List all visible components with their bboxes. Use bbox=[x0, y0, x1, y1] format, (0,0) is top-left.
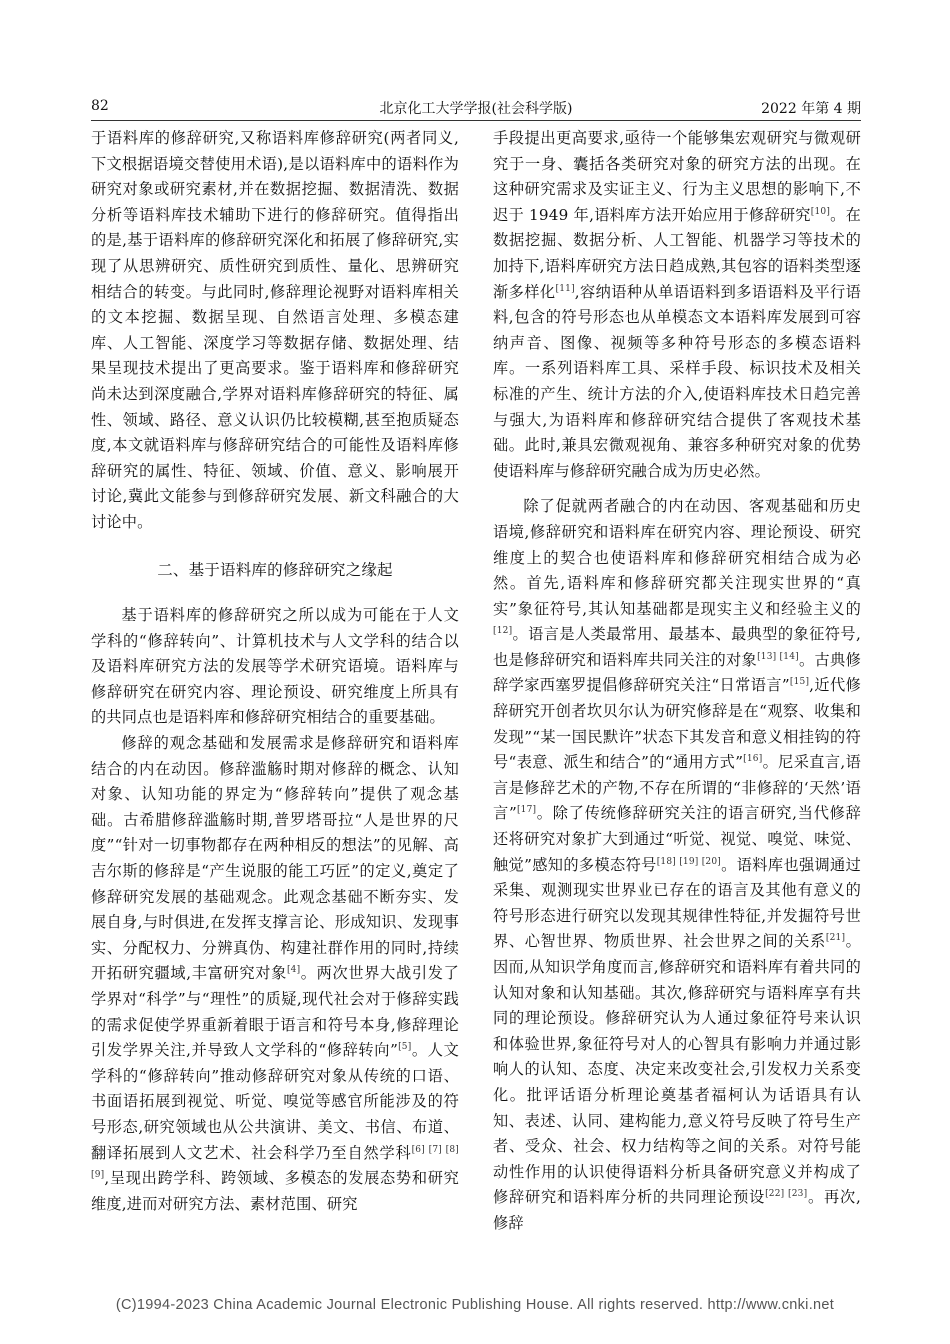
text-run: 。古典修辞学家西塞罗提倡修辞研究关注“日常语言” bbox=[493, 650, 861, 695]
citation[interactable]: [4] bbox=[286, 965, 301, 976]
paragraph: 基于语料库的修辞研究之所以成为可能在于人文学科的“修辞转向”、计算机技术与人文学科的结合以及语料库研究方法的发展等学术研究语境。语料库与修辞研究在研究内容、理论预设、研究维度上所具有的共同点也是语料库和修辞研究相结合的重要基础。 bbox=[91, 606, 459, 727]
text-run: ,近代修辞研究开创者坎贝尔认为研究修辞是在“观察、收集和发现”“某一国民默许”状态下其发音和意义相挂钩的符号“表意、派生和结合”的“通用方式” bbox=[493, 676, 861, 772]
citation[interactable]: [5] bbox=[398, 1042, 412, 1053]
citation[interactable]: [13] [14] bbox=[757, 651, 799, 662]
text-run: 除了促就两者融合的内在动因、客观基础和历史语境,修辞研究和语料库在研究内容、理论预设、研究维度上的契合也使语料库和修辞研究相结合成为必然。首先,语料库和修辞研究都关注现实世界的“真实”象征符号,其认知基础都是现实主义和经验主义的 bbox=[493, 497, 861, 618]
text-run: 手段提出更高要求,亟待一个能够集宏观研究与微观研究于一身、囊括各类研究对象的研究方法的出现。在这种研究需求及实证主义、行为主义思想的影响下,不迟于 1949 年,语料库方法开始应用于修辞研究 bbox=[493, 129, 861, 224]
text-run: 。除了传统修辞研究关注的语言研究,当代修辞还将研究对象扩大到通过“听觉、视觉、嗅觉、味觉、触觉”感知的多模态符号 bbox=[493, 804, 862, 874]
citation[interactable]: [15] bbox=[789, 677, 810, 688]
issue-label: 2022 年第 4 期 bbox=[761, 101, 861, 117]
text-run: 。人文学科的“修辞转向”推动修辞研究对象从传统的口语、书面语拓展到视觉、听觉、嗅觉等感官所能涉及的符号形态,研究领域也从公共演讲、美文、书信、布道、翻译拓展到人文艺术、社会科学乃至自然学科 bbox=[91, 1041, 459, 1162]
citation[interactable]: [16] bbox=[743, 754, 763, 765]
paragraph bbox=[493, 126, 861, 484]
section-heading: 二、基于语料库的修辞研究之缘起 bbox=[157, 560, 393, 579]
citation[interactable]: [17] bbox=[516, 805, 537, 816]
left-column bbox=[91, 126, 459, 1217]
journal-title: 北京化工大学学报(社会科学版) bbox=[379, 101, 573, 117]
text-run: 。再次,修辞 bbox=[493, 1188, 861, 1232]
citation[interactable]: [12] bbox=[493, 626, 513, 637]
text-run: 。两次世界大战引发了学界对“科学”与“理性”的质疑,现代社会对于修辞实践的需求促使学界重新着眼于语言和符号本身,修辞理论引发学界关注,并导致人文学科的“修辞转向” bbox=[91, 964, 460, 1060]
paragraph: 于语料库的修辞研究,又称语料库修辞研究(两者同义,下文根据语境交替使用术语),是以语料库中的语料作为研究对象或研究素材,并在数据挖掘、数据清洗、数据分析等语料库技术辅助下进行的修辞研究。值得指出的是,基于语料库的修辞研究深化和拓展了修辞研究,实现了从思辨研究、质性研究到质性、量化、思辨研究相结合的转变。与此同时,修辞理论视野对语料库相关的文本挖掘、数据呈现、自然语言处理、多模态建库、人工智能、深度学习等数据存储、数据处理、结果呈现技术提出了更高要求。鉴于语料库和修辞研究尚未达到深度融合,学界对语料库修辞研究的特征、属性、领域、路径、意义认识仍比较模糊,甚至抱质疑态度,本文就语料库与修辞研究结合的可能性及语料库修辞研究的属性、特征、领域、价值、意义、影响展开讨论,冀此文能参与到修辞研究发展、新文科融合的大讨论中。 bbox=[91, 129, 459, 531]
paragraph bbox=[493, 494, 861, 1236]
page-number: 82 bbox=[91, 98, 109, 114]
running-header bbox=[91, 98, 861, 121]
citation[interactable]: [10] bbox=[810, 206, 831, 217]
text-run: ,呈现出跨学科、跨领域、多模态的发展态势和研究维度,进而对研究方法、素材范围、研究 bbox=[91, 1169, 459, 1213]
citation[interactable]: [22] [23] bbox=[765, 1189, 808, 1200]
text-run: 。在数据挖掘、数据分析、人工智能、机器学习等技术的加持下,语料库研究方法日趋成熟,其包容的语料类型逐渐多样化 bbox=[493, 205, 862, 301]
text-run: 修辞的观念基础和发展需求是修辞研究和语料库结合的内在动因。修辞滥觞时期对修辞的概念、认知对象、认知功能的界定为“修辞转向”提供了观念基础。古希腊修辞滥觞时期,普罗塔哥拉“人是世界的尺度”“针对一切事物都存在两种相反的想法”的见解、高吉尔斯的修辞是“产生说服的能工巧匠”的定义,奠定了修辞研究发展的基础观念。此观念基础不断夯实、发展自身,与时俱进,在发挥支撑言论、形成知识、发现事实、分配权力、分辨真伪、构建社群作用的同时,持续开拓研究疆域,丰富研究对象 bbox=[91, 734, 459, 983]
citation[interactable]: [18] [19] [20] bbox=[656, 856, 721, 867]
text-run: 。因而,从知识学角度而言,修辞研究和语料库有着共同的认知对象和认知基础。其次,修辞研究与语料库享有共同的理论预设。修辞研究认为人通过象征符号来认识和体验世界,象征符号对人的心智具有影响力并通过影响人的认知、态度、决定来改变社会,引发权力关系变化。批评话语分析理论奠基者福柯认为话语具有认知、表述、认同、建构能力,意义符号反映了符号生产者、受众、社会、权力结构等之间的关系。对符号能动性作用的认识使得语料分析具备研究意义并构成了修辞研究和语料库分析的共同理论预设 bbox=[493, 932, 862, 1207]
text-run: 。语料库也强调通过采集、观测现实世界业已存在的语言及其他有意义的符号形态进行研究以发现其规律性特征,并发掘符号世界、心智世界、物质世界、社会世界之间的关系 bbox=[493, 855, 862, 951]
citation[interactable]: [11] bbox=[555, 283, 575, 294]
text-run: 。语言是人类最常用、最基本、最典型的象征符号,也是修辞研究和语料库共同关注的对象 bbox=[493, 625, 861, 669]
text-run: ,容纳语种从单语语料到多语语料及平行语料,包含的符号形态也从单模态文本语料库发展到可容纳声音、图像、视频等多种符号形态的多模态语料库。一系列语料库工具、采样手段、标识技术及相关标准的产生、统计方法的介入,使语料库技术日趋完善与强大,为语料库和修辞研究结合提供了客观技术基础。此时,兼具宏微观视角、兼容多种研究对象的优势使语料库与修辞研究融合成为历史必然。 bbox=[493, 282, 861, 480]
right-column bbox=[493, 126, 861, 1237]
paragraph bbox=[91, 731, 459, 1217]
citation[interactable]: [6] [7] [8] [9] bbox=[91, 1144, 460, 1181]
copyright-footer: (C)1994-2023 China Academic Journal Electronic Publishing House. All rights reserved. http://www.cnki.net bbox=[115, 1297, 835, 1313]
citation[interactable]: [21] bbox=[825, 933, 846, 944]
text-run: 。尼采直言,语言是修辞艺术的产物,不存在所谓的“非修辞的‘天然’语言” bbox=[493, 753, 861, 823]
